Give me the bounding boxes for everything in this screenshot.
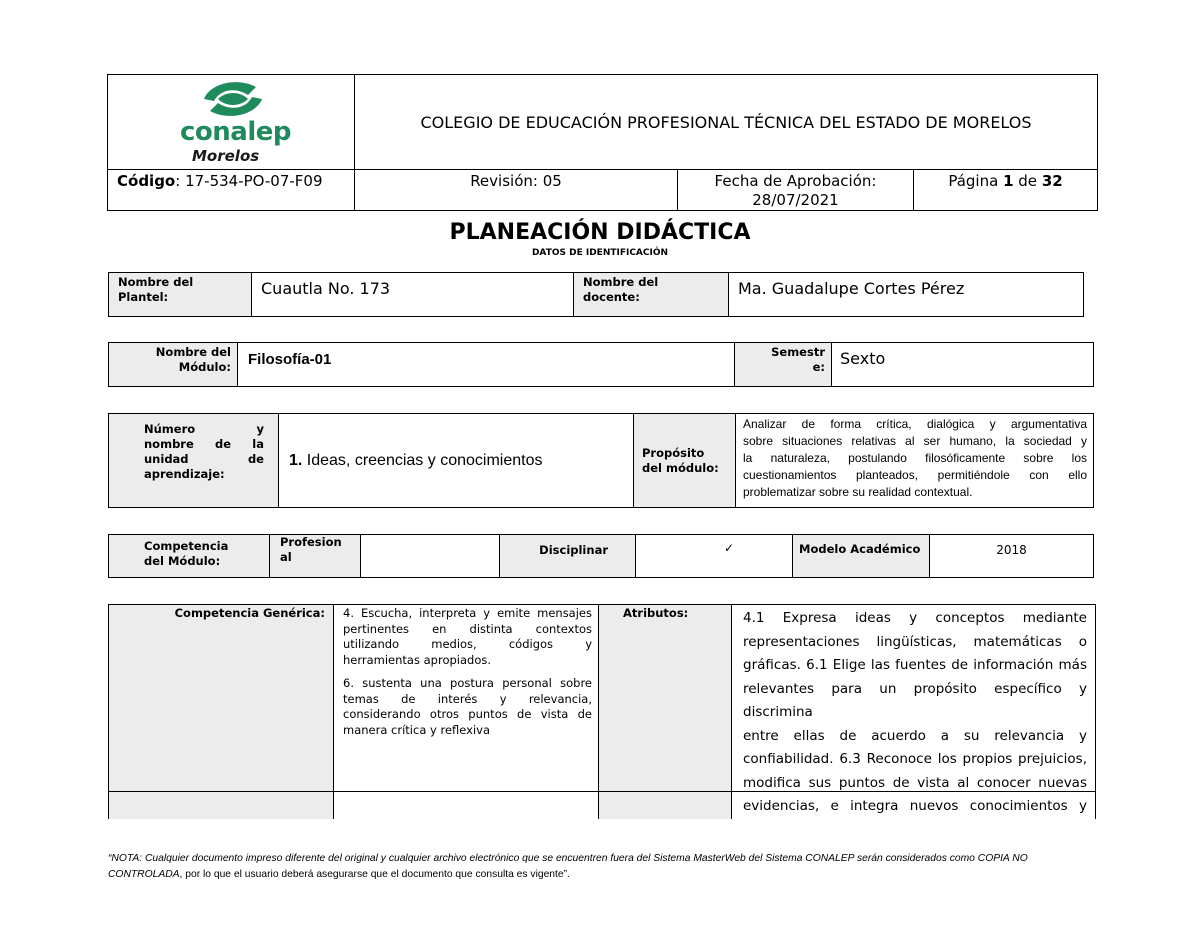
generica-c6-line: manera crítica y reflexiva [343,722,491,737]
footer-line-1: “NOTA: Cualquier documento impreso diferente del original y cualquier archivo electrónico que se encuentren fuera del Sistema MasterWeb del Sistema CONALEP serán considerados como COPIA NO [108,853,1028,864]
atributos-line: modifica sus puntos de vista al conocer nuevas [743,774,1087,791]
proposito-value-cell [736,414,1094,508]
footer-controlada: CONTROLADA [108,869,180,880]
generica-value-cell [334,605,599,819]
disciplinar-label: Disciplinar [539,543,608,557]
profesional-label-1: Profesion [280,535,342,549]
modulo-value: Filosofía-01 [248,351,332,368]
unidad-number: 1. [289,451,303,469]
footer-line-2 [108,867,1093,883]
generica-c6-line: 6. sustenta una postura personal sobre [343,676,592,690]
revision-cell [355,170,678,211]
competencia-label-cell [109,535,270,578]
logo-subname: Morelos [192,147,260,165]
atributos-line: gráficas. 6.1 Elige las fuentes de información más [743,657,1087,673]
logo-name: conalep [180,117,291,147]
conalep-logo-icon [198,77,268,121]
unidad-label-3b: de [247,452,264,466]
semestre-label-cell [735,343,832,387]
generica-c4-line: 4. Escucha, interpreta y emite mensajes [343,606,592,620]
modulo-label-2: Módulo: [178,360,231,374]
generica-table [108,604,1096,819]
unidad-label-cell [109,414,279,508]
pagina-de: de [1018,172,1038,190]
proposito-line: la naturaleza, postulando filosóficamente sobre los [743,451,1087,465]
codigo-label: Código [117,172,176,190]
unidad-label-2: nombre [144,437,194,451]
unidad-label-1b: y [256,422,264,436]
atributos-line: relevantes para un propósito específico y discrimina [743,680,1087,720]
semestre-value-cell [832,343,1094,387]
unidad-label-2c: la [252,437,264,451]
docente-label-cell [574,273,729,317]
unidad-label-2b: de [215,437,232,451]
competencia-label-1: Competencia [144,539,229,553]
fecha-cell [678,170,914,211]
unidad-table [108,413,1094,508]
atributos-label: Atributos: [623,606,689,620]
institution-name: COLEGIO DE EDUCACIÓN PROFESIONAL TÉCNICA DEL ESTADO DE MORELOS [420,112,1032,132]
modelo-label: Modelo Académico [799,542,921,556]
revision: Revisión: 05 [470,172,562,190]
docente-value-cell [729,273,1084,317]
proposito-label-2: del módulo: [642,460,719,475]
atributos-line: evidencias, e integra nuevos conocimientos y [743,798,1087,814]
codigo-cell [108,170,355,211]
proposito-line: problematizar sobre su realidad contextual. [743,485,973,499]
unidad-value-cell [279,414,634,508]
atributos-label-cell [599,605,732,819]
modelo-label-cell [793,535,930,578]
fecha-label: Fecha de Aprobación: [714,172,877,190]
plantel-value: Cuautla No. 173 [261,279,391,298]
modelo-value: 2018 [996,543,1027,557]
generica-c4-line: herramientas apropiados. [343,652,492,667]
proposito-label-cell [634,414,736,508]
modelo-value-cell [930,535,1094,578]
atributos-line: 4.1 Expresa ideas y conceptos mediante [743,610,1087,626]
unidad-label-1: Número [144,422,196,436]
pagina-current: 1 [1003,172,1014,190]
generica-label-cell [109,605,334,819]
proposito-line: Analizar de forma crítica, dialógica y argumentativa [743,417,1087,431]
competencia-label-2: del Módulo: [144,554,221,568]
docente-value: Ma. Guadalupe Cortes Pérez [738,279,965,298]
pagina-total: 32 [1041,172,1063,190]
profesional-label-2: al [280,550,292,564]
proposito-label-1: Propósito [642,445,705,460]
atributos-line: confiabilidad. 6.3 Reconoce los propios prejuicios, [743,751,1087,767]
unidad-label-3: unidad [144,452,189,466]
institution-cell [355,75,1098,170]
generica-c6-line: temas de interés y relevancia, [343,691,592,706]
profesional-label-cell [270,535,361,578]
pagina-cell [914,170,1098,211]
proposito-line: sobre situaciones relativas al ser humano, la sociedad y [743,434,1087,448]
proposito-line: cuestionamientos planteados, permitiéndole con ello [743,468,1087,482]
generica-label: Competencia Genérica: [174,606,325,620]
codigo-value: : 17-534-PO-07-F09 [175,172,323,190]
footer-line-2-rest: , por lo que el usuario deberá asegurarse que el documento que consulta es vigente”. [179,869,570,880]
disciplinar-label-cell [500,535,636,578]
disciplinar-check-icon: ✓ [723,541,735,555]
plantel-value-cell [252,273,574,317]
modulo-table [108,342,1094,387]
semestre-value: Sexto [840,349,886,368]
generica-c6-line: considerando otros puntos de vista de [343,707,592,721]
atributos-line: entre ellas de acuerdo a su relevancia y [743,727,1087,744]
modulo-value-cell [238,343,735,387]
generica-c4-line: utilizando medios, códigos y [343,637,592,651]
plantel-table [108,272,1084,317]
unidad-value: Ideas, creencias y conocimientos [302,451,543,469]
competencia-table [108,534,1094,578]
plantel-label-cell [109,273,252,317]
unidad-label-4: aprendizaje: [144,467,225,481]
semestre-label-2: e: [812,360,825,374]
disciplinar-value-cell [636,535,793,578]
page-break-line [108,791,1095,792]
logo-cell [108,75,355,170]
modulo-label-cell [109,343,238,387]
generica-c4-line: pertinentes en distinta contextos [343,621,592,636]
modulo-label-1: Nombre del [155,345,231,359]
pagina-prefix: Página [948,172,999,190]
fecha-value: 28/07/2021 [752,191,839,209]
docente-label: Nombre del docente: [583,275,659,304]
plantel-label: Nombre del Plantel: [118,275,194,304]
footer-note [108,851,1093,883]
page-title: PLANEACIÓN DIDÁCTICA [449,220,751,245]
semestre-label-1: Semestr [771,345,825,359]
header-table [107,74,1098,211]
page-subtitle: DATOS DE IDENTIFICACIÓN [531,248,669,258]
atributos-line: representaciones lingüísticas, matemáticas o [743,633,1087,650]
atributos-value-cell [732,605,1096,819]
profesional-value-cell [361,535,500,578]
